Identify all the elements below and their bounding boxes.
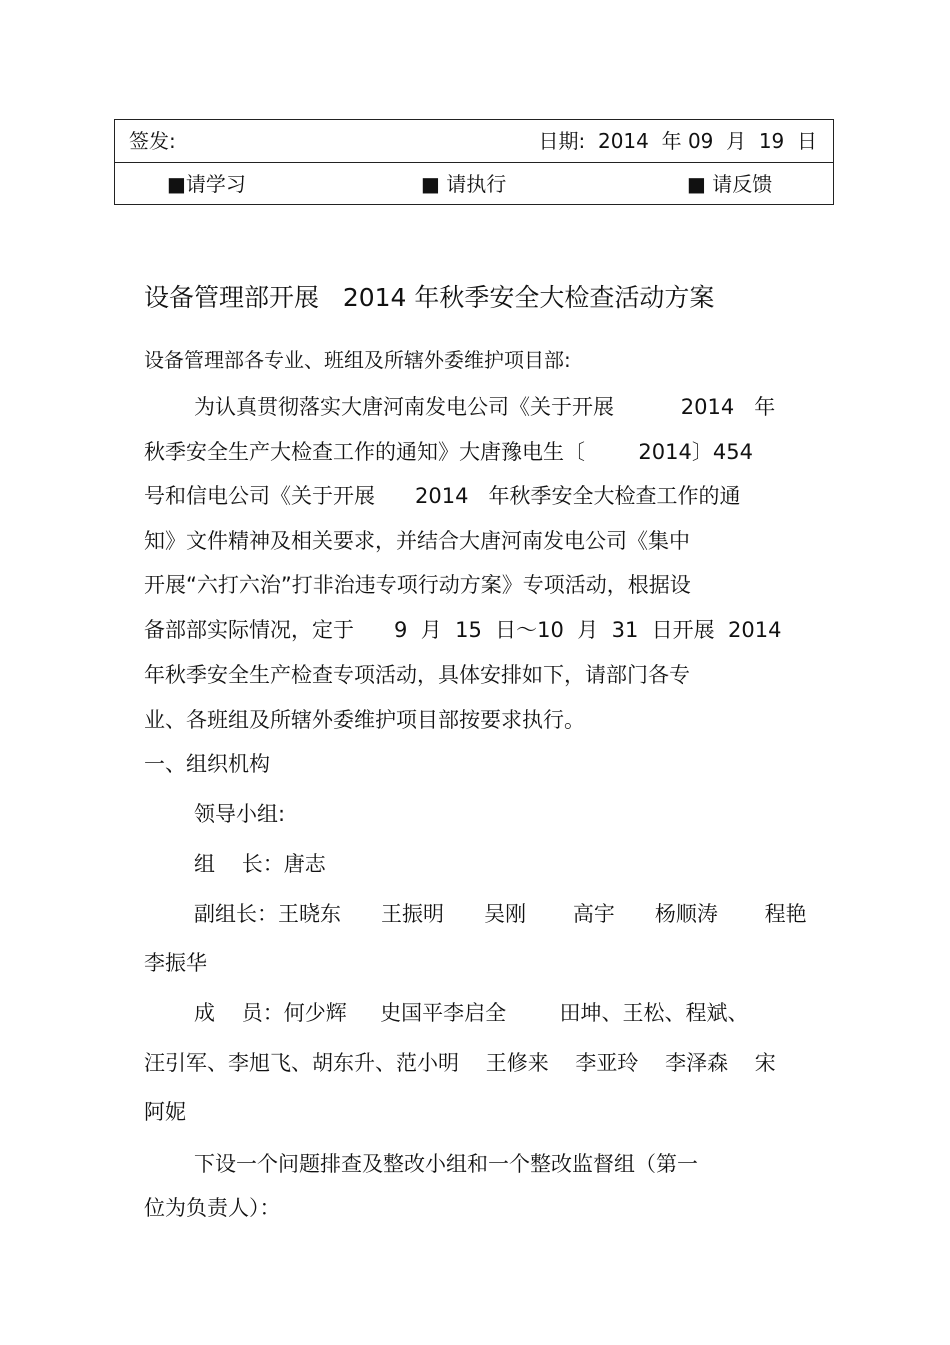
option-feedback: ■ 请反馈: [687, 172, 773, 196]
body-line: 开展“六打六治”打非治违专项行动方案》专项活动，根据设: [144, 573, 691, 597]
sign-label: 签发:: [129, 129, 176, 153]
body-line: 秋季安全生产大检查工作的通知》大唐豫电生〔 2014〕454: [144, 440, 753, 464]
deputy-leaders: 副组长：王晓东 王振明 吴刚 高宇 杨顺涛 程艳: [194, 902, 807, 926]
body-line: 年秋季安全生产检查专项活动，具体安排如下，请部门各专: [144, 663, 690, 687]
section-heading: 一、组织机构: [144, 752, 270, 776]
members: 成 员：何少辉 史国平李启全 田坤、王松、程斌、: [194, 1001, 749, 1025]
body-line: 业、各班组及所辖外委维护项目部按要求执行。: [144, 708, 585, 732]
members-cont: 汪引军、李旭飞、胡东升、范小明 王修来 李亚玲 李泽森 宋: [144, 1051, 776, 1075]
header-table: [114, 119, 834, 205]
option-study: ■请学习: [167, 172, 246, 196]
addressee: 设备管理部各专业、班组及所辖外委维护项目部:: [144, 348, 571, 372]
leadership-group-label: 领导小组:: [194, 802, 286, 826]
option-execute: ■ 请执行: [421, 172, 507, 196]
members-cont: 阿妮: [144, 1100, 186, 1124]
body-line: 号和信电公司《关于开展 2014 年秋季安全大检查工作的通: [144, 484, 741, 508]
body-line: 下设一个问题排查及整改小组和一个整改监督组（第一: [194, 1152, 698, 1176]
body-line: 为认真贯彻落实大唐河南发电公司《关于开展 2014 年: [194, 395, 776, 419]
header-row-sign: [115, 120, 833, 163]
body-line: 备部部实际情况，定于 9 月 15 日～10 月 31 日开展 2014: [144, 618, 782, 642]
group-leader: 组 长：唐志: [194, 852, 326, 876]
body-line: 知》文件精神及相关要求，并结合大唐河南发电公司《集中: [144, 529, 690, 553]
document-title: 设备管理部开展 2014 年秋季安全大检查活动方案: [144, 283, 715, 312]
body-line: 位为负责人）：: [144, 1196, 281, 1220]
deputy-leaders-cont: 李振华: [144, 951, 207, 975]
issue-date: 日期: 2014 年 09 月 19 日: [538, 129, 817, 153]
